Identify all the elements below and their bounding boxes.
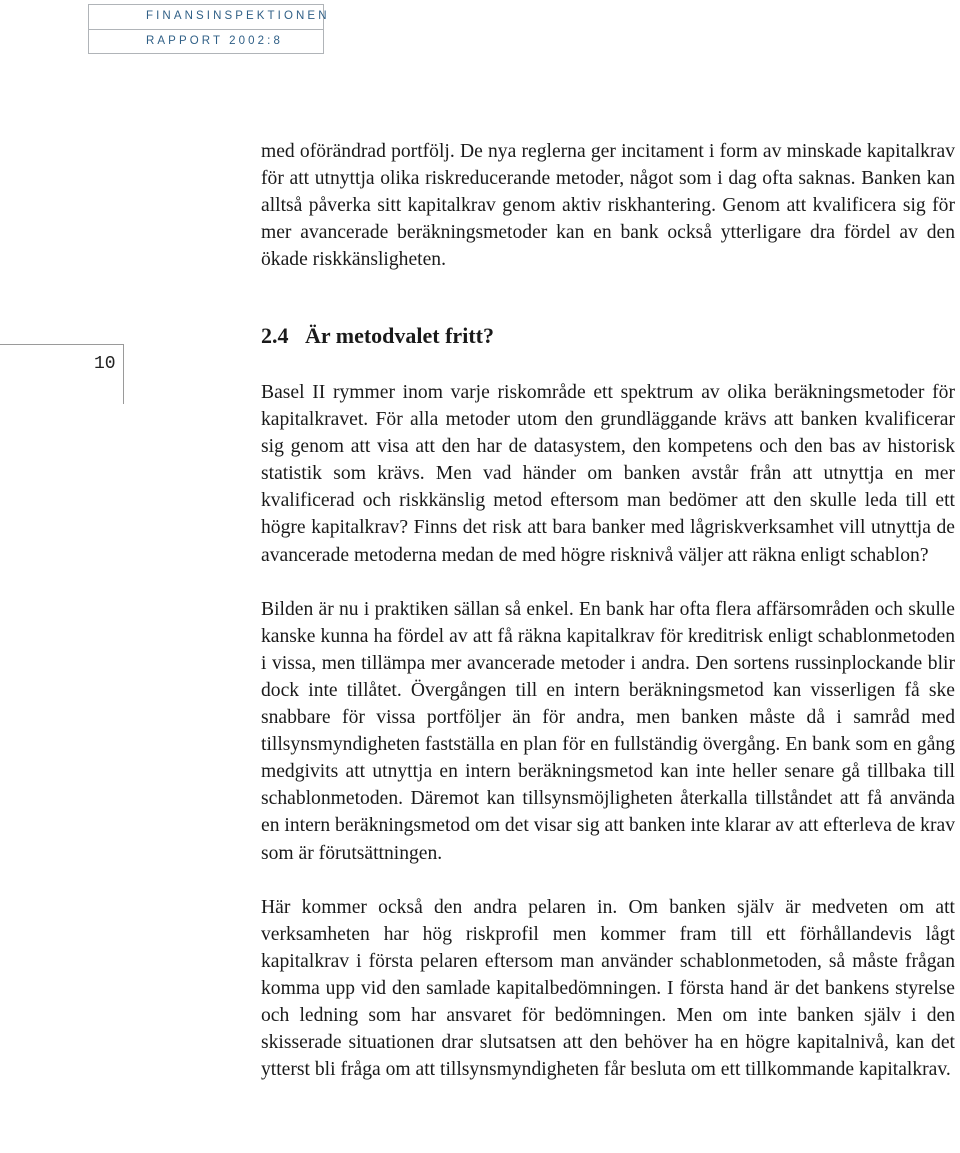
body-paragraph: Basel II rymmer inom varje riskområde ett spektrum av olika beräkningsmetoder för kapitalkravet. För alla metoder utom den grundläggande krävs att banken kvalificerar sig genom att visa att den har de datasystem, den kompetens och den bas av historisk statistik som krävs. Men vad händer om banken avstår från att utnyttja en mer kvalificerad och riskkänslig metod eftersom man bedömer att den skulle leda till ett högre kapitalkrav? Finns det risk att bara banker med lågriskverksamhet vill utnyttja de avancerade metoderna medan de med högre risknivå väljer att räkna enligt schablon? <box>261 382 955 566</box>
section-number: 2.4 <box>261 323 289 348</box>
organization-name: FINANSINSPEKTIONEN <box>146 10 330 22</box>
section-title: Är metodvalet fritt? <box>305 323 494 348</box>
report-header <box>88 4 330 54</box>
section-heading <box>261 323 494 349</box>
intro-text-block <box>261 138 955 273</box>
section-body <box>261 379 955 1083</box>
page-number: 10 <box>94 354 116 374</box>
intro-paragraph: med oförändrad portfölj. De nya reglerna ger incitament i form av minskade kapitalkrav för att utnyttja olika riskreducerande metoder, något som i dag ofta saknas. Banken kan alltså påverka sitt kapitalkrav genom aktiv riskhantering. Genom att kvalificera sig för mer avancerade beräkningsmetoder kan en bank också ytterligare dra fördel av den ökade riskkänsligheten. <box>261 141 955 271</box>
margin-rule-horizontal <box>0 344 124 345</box>
header-divider <box>89 29 323 30</box>
body-paragraph: Bilden är nu i praktiken sällan så enkel. En bank har ofta flera affärsområden och skulle kanske kunna ha fördel av att få räkna kapitalkrav för kreditrisk enligt schablonmetoden i vissa, men tillämpa mer avancerade metoder i andra. Den sortens russinplockande blir dock inte tillåtet. Övergången till en intern beräkningsmetod kan visserligen få ske snabbare för vissa portföljer än för andra, men banken måste då i samråd med tillsynsmyndigheten fastställa en plan för en fullständig övergång. En bank som en gång medgivits att utnyttja en intern beräkningsmetod kan inte heller senare gå tillbaka till schablonmetoden. Däremot kan tillsynsmöjligheten återkalla tillståndet att få använda en intern beräkningsmetod om det visar sig att banken inte klarar av att efterleva de krav som är förutsättningen. <box>261 598 955 864</box>
margin-rule-vertical <box>123 344 124 404</box>
body-paragraph: Här kommer också den andra pelaren in. Om banken själv är medveten om att verksamheten har hög riskprofil men kommer fram till ett förhållandevis lågt kapitalkrav i första pelaren eftersom man använder schablonmetoden, så måste frågan komma upp vid den samlade kapitalbedömningen. I första hand är det bankens styrelse och ledning som har ansvaret för bedömningen. Men om inte banken själv i den skisserade situationen drar slutsatsen att den behöver ha en högre kapitalnivå, kan det ytterst bli fråga om att tillsynsmyndigheten får besluta om ett tillkommande kapitalkrav. <box>261 896 955 1081</box>
report-number: RAPPORT 2002:8 <box>146 35 283 47</box>
